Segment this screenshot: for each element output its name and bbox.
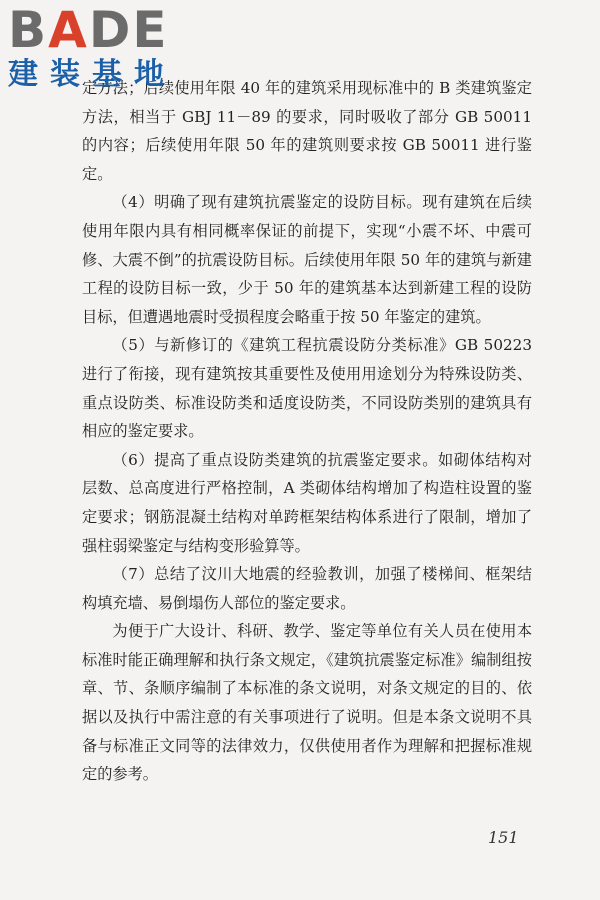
paragraph-continuation: 定方法；后续使用年限 40 年的建筑采用现标准中的 B 类建筑鉴定方法，相当于 GBJ 11－89 的要求，同时吸收了部分 GB 50011 的内容；后续使用年限 50 年的建筑则要求按 GB 50011 进行鉴定。 xyxy=(82,79,532,183)
paragraph-item-6: （6）提高了重点设防类建筑的抗震鉴定要求。如砌体结构对层数、总高度进行严格控制，A 类砌体结构增加了构造柱设置的鉴定要求；钢筋混凝土结构对单跨框架结构体系进行了限制，增加了强柱弱梁鉴定与结构变形验算等。 xyxy=(82,450,532,555)
page-number: 151 xyxy=(488,828,519,847)
watermark-brand-text: BADE xyxy=(8,1,169,59)
paragraph-item-7: （7）总结了汶川大地震的经验教训，加强了楼梯间、框架结构填充墙、易倒塌伤人部位的鉴定要求。 xyxy=(82,565,532,612)
paragraph-closing: 为便于广大设计、科研、教学、鉴定等单位有关人员在使用本标准时能正确理解和执行条文规定，《建筑抗震鉴定标准》编制组按章、节、条顺序编制了本标准的条文说明，对条文规定的目的、依据以及执行中需注意的有关事项进行了说明。但是本条文说明不具备与标准正文同等的法律效力，仅供使用者作为理解和把握标准规定的参考。 xyxy=(82,622,532,784)
paragraph-item-5: （5）与新修订的《建筑工程抗震设防分类标准》GB 50223 进行了衔接，现有建筑按其重要性及使用用途划分为特殊设防类、重点设防类、标准设防类和适度设防类，不同设防类别的建筑具有相应的鉴定要求。 xyxy=(82,336,532,441)
watermark-brand-subtitle: 建装基地 xyxy=(8,57,176,92)
body-text xyxy=(82,74,532,789)
paragraph-item-4: （4）明确了现有建筑抗震鉴定的设防目标。现有建筑在后续使用年限内具有相同概率保证的前提下，实现“小震不坏、中震可修、大震不倒”的抗震设防目标。后续使用年限 50 年的建筑与新建工程的设防目标一致，少于 50 年的建筑基本达到新建工程的设防目标，但遭遇地震时受损程度会略重于按 50 年鉴定的建筑。 xyxy=(82,193,532,326)
watermark-logo xyxy=(8,2,176,90)
